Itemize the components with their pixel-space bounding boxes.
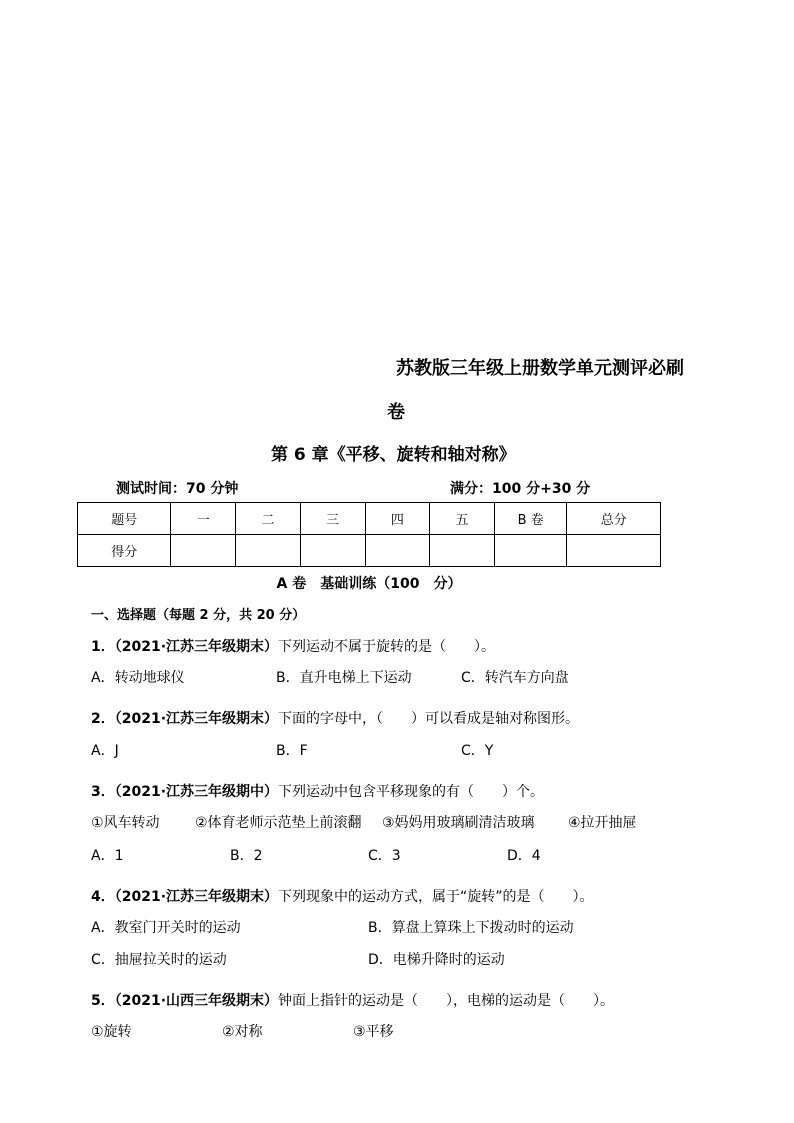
question-number: 5． [91, 993, 115, 1009]
question-source: （2021·江苏三年级期末） [114, 639, 279, 655]
option-b[interactable]: B．F [276, 743, 308, 759]
question-source: （2021·江苏三年级期末） [114, 711, 279, 727]
question-text: 下列运动不属于旋转的是（ ）。 [278, 639, 496, 655]
question-1 [91, 636, 495, 656]
list-item: ②体育老师示范垫上前滚翻 [195, 815, 362, 831]
list-item: ②对称 [222, 1024, 263, 1040]
section-a-heading: A 卷 基础训练（100 分） [276, 576, 462, 592]
table-cell: 得分 [78, 535, 171, 567]
question-text: 下列运动中包含平移现象的有（ ）个。 [278, 784, 545, 800]
title-line-1: 苏教版三年级上册数学单元测评必刷 [396, 358, 684, 379]
list-item: ③平移 [353, 1024, 394, 1040]
question-text: 下列现象中的运动方式，属于“旋转”的是（ ）。 [278, 889, 594, 905]
table-cell: 四 [365, 503, 430, 535]
question-source: （2021·山西三年级期末） [114, 993, 279, 1009]
score-input-cell[interactable] [567, 535, 661, 567]
question-number: 4． [91, 889, 115, 905]
list-item: ③妈妈用玻璃刷清洁玻璃 [382, 815, 535, 831]
chapter-title: 第 6 章《平移、旋转和轴对称》 [271, 445, 516, 465]
question-source: （2021·江苏三年级期中） [114, 784, 279, 800]
score-input-cell[interactable] [430, 535, 495, 567]
table-cell: 题号 [78, 503, 171, 535]
score-table [77, 502, 661, 567]
full-score: 满分：100 分+30 分 [450, 481, 591, 497]
table-cell: 二 [236, 503, 301, 535]
question-text: 下面的字母中，（ ）可以看成是轴对称图形。 [278, 711, 580, 727]
question-2 [91, 708, 579, 728]
table-cell: 总分 [567, 503, 661, 535]
option-c[interactable]: C．转汽车方向盘 [461, 670, 569, 686]
table-cell: 三 [300, 503, 365, 535]
option-c[interactable]: C．3 [368, 848, 401, 864]
question-number: 1． [91, 639, 115, 655]
score-input-cell[interactable] [300, 535, 365, 567]
list-item: ①风车转动 [91, 815, 160, 831]
title-line-2: 卷 [387, 402, 405, 423]
list-item: ④拉开抽屉 [568, 815, 637, 831]
test-time: 测试时间：70 分钟 [116, 481, 239, 497]
question-4 [91, 886, 594, 906]
option-a[interactable]: A．转动地球仪 [91, 670, 185, 686]
table-cell: 一 [171, 503, 236, 535]
option-b[interactable]: B．算盘上算珠上下拨动时的运动 [368, 920, 574, 936]
option-b[interactable]: B．2 [230, 848, 263, 864]
question-number: 3． [91, 784, 115, 800]
option-c[interactable]: C．Y [461, 743, 494, 759]
option-b[interactable]: B．直升电梯上下运动 [276, 670, 412, 686]
option-d[interactable]: D．电梯升降时的运动 [368, 952, 505, 968]
question-number: 2． [91, 711, 115, 727]
table-row [78, 535, 661, 567]
option-c[interactable]: C．抽屉拉关时的运动 [91, 952, 227, 968]
question-3 [91, 781, 544, 801]
option-d[interactable]: D．4 [507, 848, 541, 864]
question-text: 钟面上指针的运动是（ ），电梯的运动是（ ）。 [278, 993, 615, 1009]
score-input-cell[interactable] [365, 535, 430, 567]
score-input-cell[interactable] [236, 535, 301, 567]
question-source: （2021·江苏三年级期末） [114, 889, 279, 905]
table-cell: B 卷 [494, 503, 567, 535]
table-row [78, 503, 661, 535]
part1-heading: 一、选择题（每题 2 分，共 20 分） [91, 608, 306, 623]
option-a[interactable]: A．1 [91, 848, 124, 864]
table-cell: 五 [430, 503, 495, 535]
option-a[interactable]: A．教室门开关时的运动 [91, 920, 241, 936]
score-input-cell[interactable] [494, 535, 567, 567]
question-5 [91, 990, 614, 1010]
option-a[interactable]: A．J [91, 743, 119, 759]
list-item: ①旋转 [91, 1024, 132, 1040]
score-input-cell[interactable] [171, 535, 236, 567]
